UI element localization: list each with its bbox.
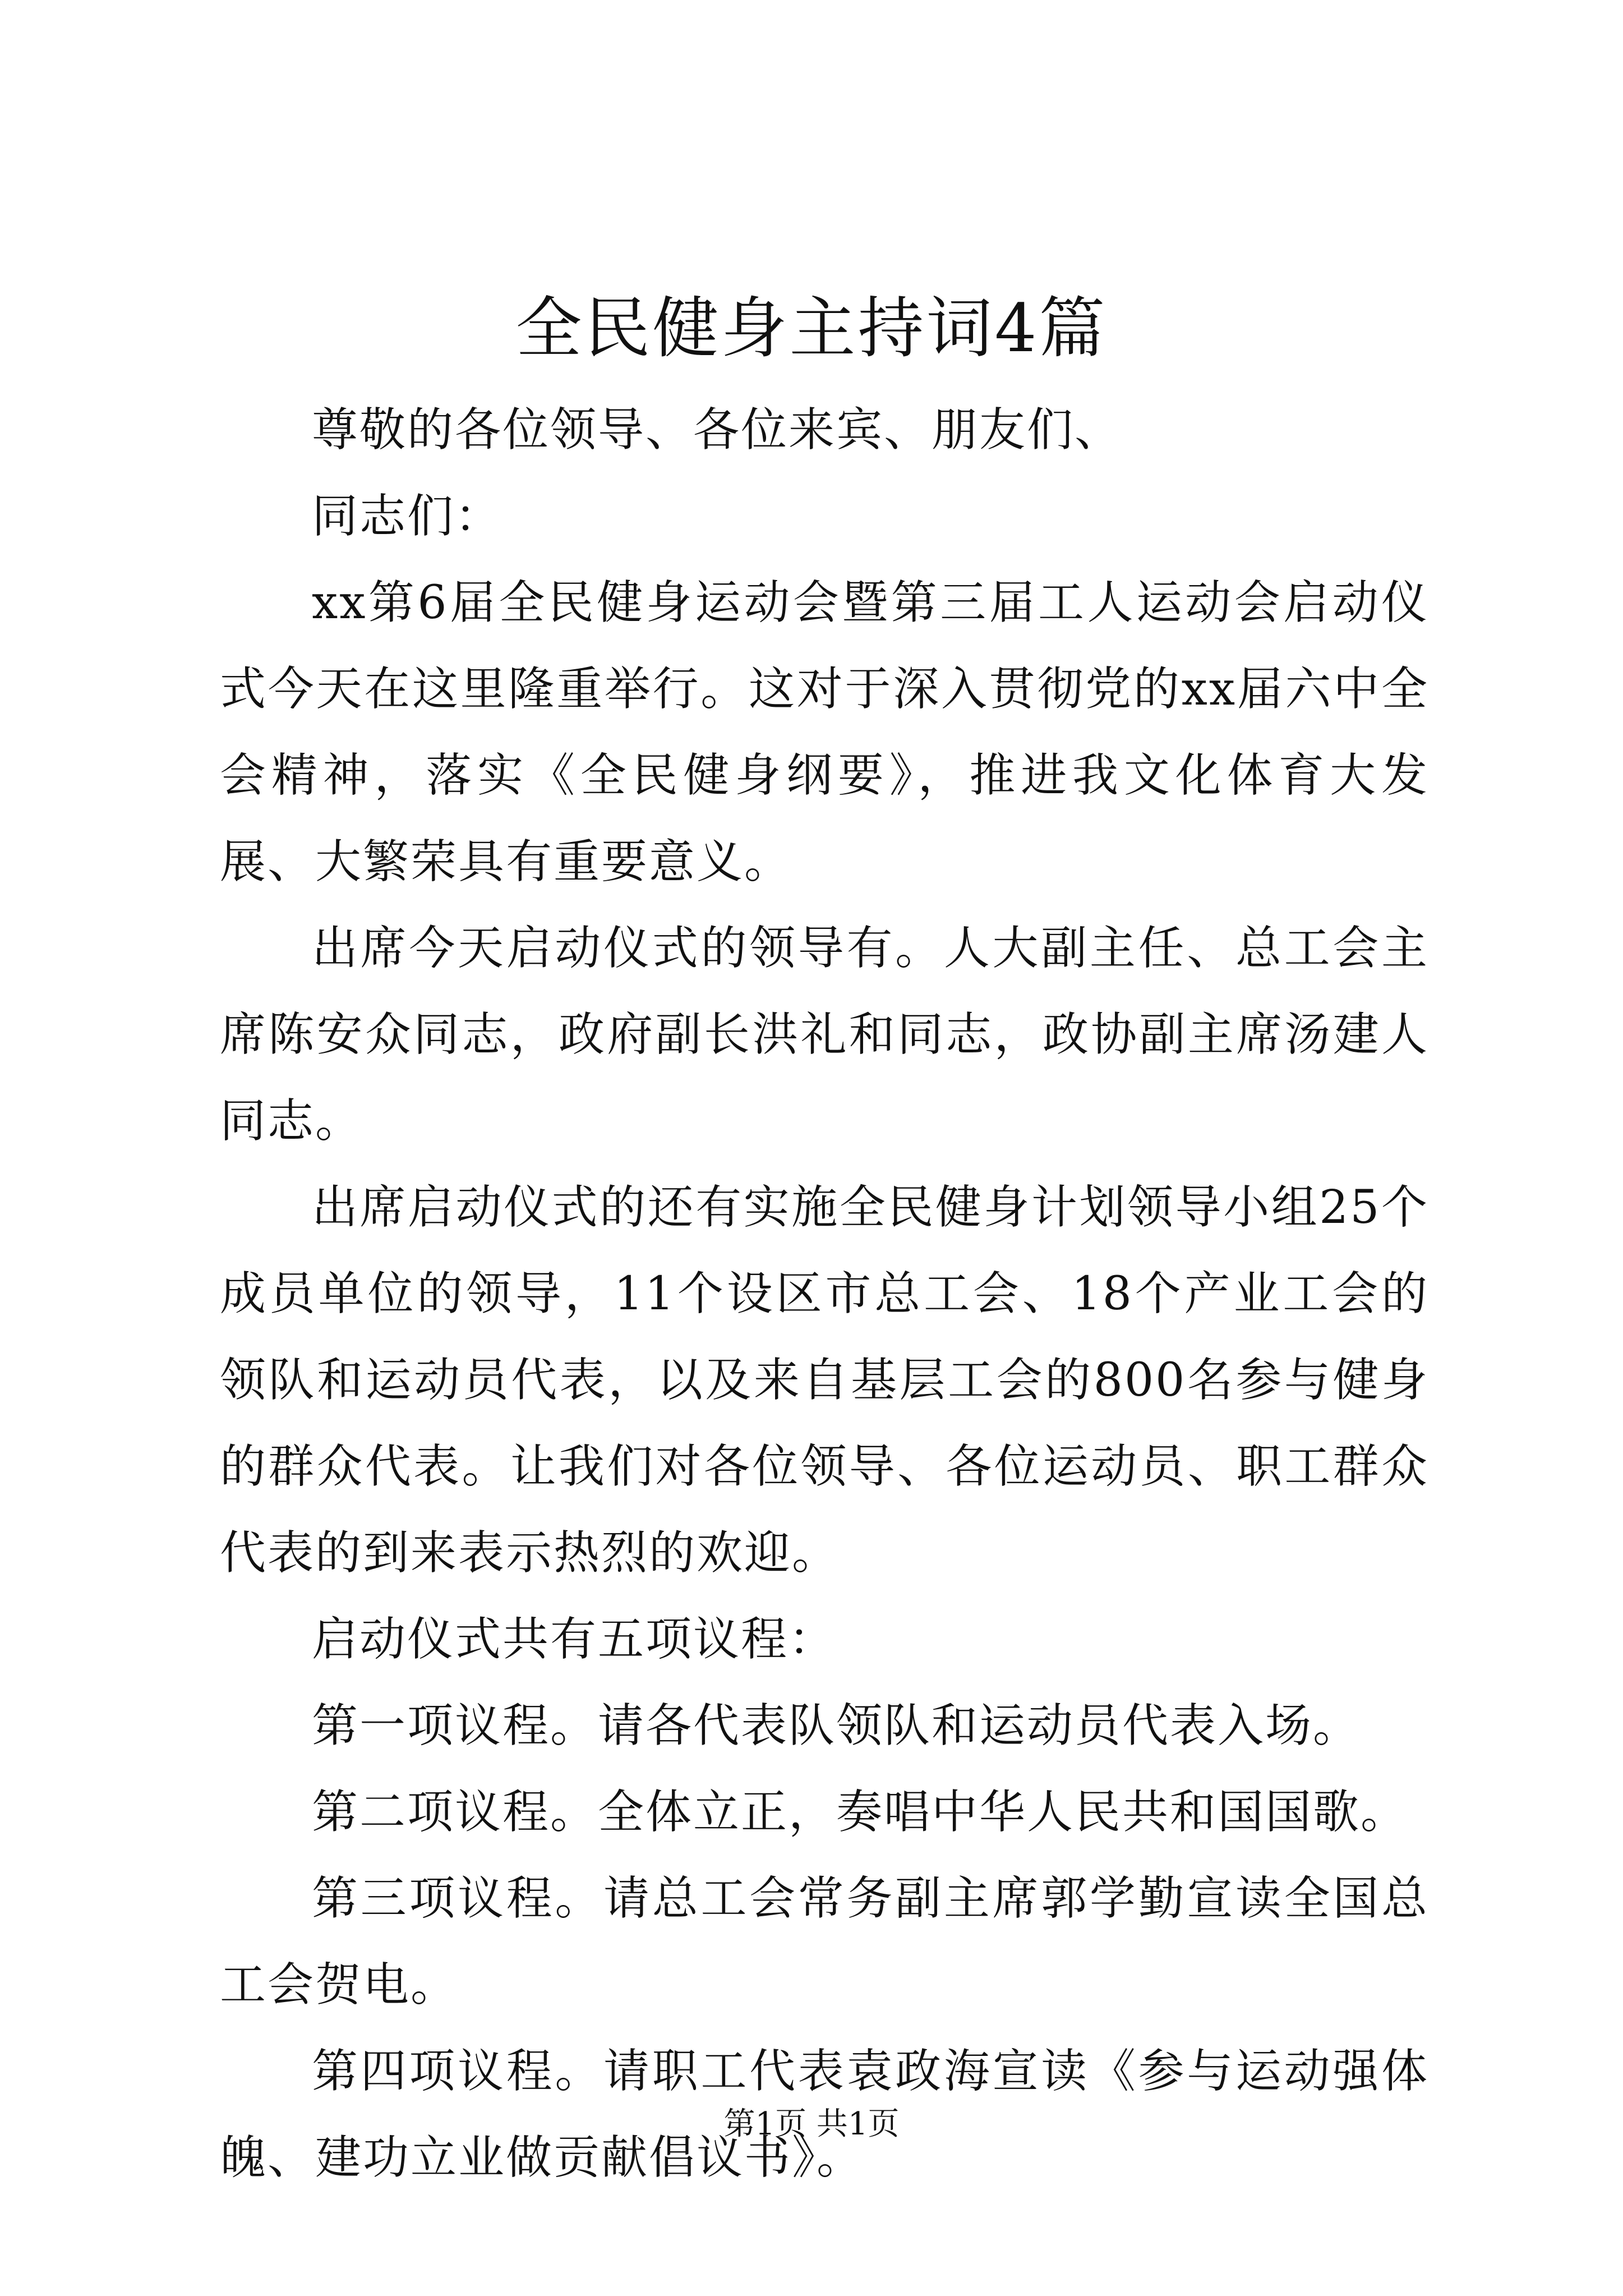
paragraph-agenda-3: 第三项议程。请总工会常务副主席郭学勤宣读全国总工会贺电。 [220, 1872, 1429, 2012]
paragraph-agenda-1: 第一项议程。请各代表队领队和运动员代表入场。 [312, 1699, 1361, 1752]
paragraph-agenda-2: 第二项议程。全体立正，奏唱中华人民共和国国歌。 [312, 1786, 1409, 1839]
paragraph-leaders: 出席今天启动仪式的领导有。人大副主任、总工会主席陈安众同志，政府副长洪礼和同志，政协副主席汤建人同志。 [220, 922, 1429, 1148]
document-title: 全民健身主持词4篇 [515, 289, 1108, 367]
paragraph-salutation: 尊敬的各位领导、各位来宾、朋友们、 [312, 403, 1123, 457]
paragraph-salutation-2: 同志们： [312, 490, 503, 543]
page-footer: 第1页 共1页 [723, 2106, 900, 2142]
paragraph-agenda-intro: 启动仪式共有五项议程： [312, 1613, 837, 1666]
document-body [220, 387, 1429, 2201]
paragraph-opening: xx第6届全民健身运动会暨第三届工人运动会启动仪式今天在这里隆重举行。这对于深入贯彻党的xx届六中全会精神，落实《全民健身纲要》，推进我文化体育大发展、大繁荣具有重要意义。 [220, 576, 1429, 889]
paragraph-agenda-4: 第四项议程。请职工代表袁政海宣读《参与运动强体魄、建功立业做贡献倡议书》。 [220, 2045, 1429, 2184]
paragraph-attendees: 出席启动仪式的还有实施全民健身计划领导小组25个成员单位的领导，11个设区市总工会、18个产业工会的领队和运动员代表，以及来自基层工会的800名参与健身的群众代表。让我们对各位领导、各位运动员、职工群众代表的到来表示热烈的欢迎。 [220, 1181, 1429, 1580]
